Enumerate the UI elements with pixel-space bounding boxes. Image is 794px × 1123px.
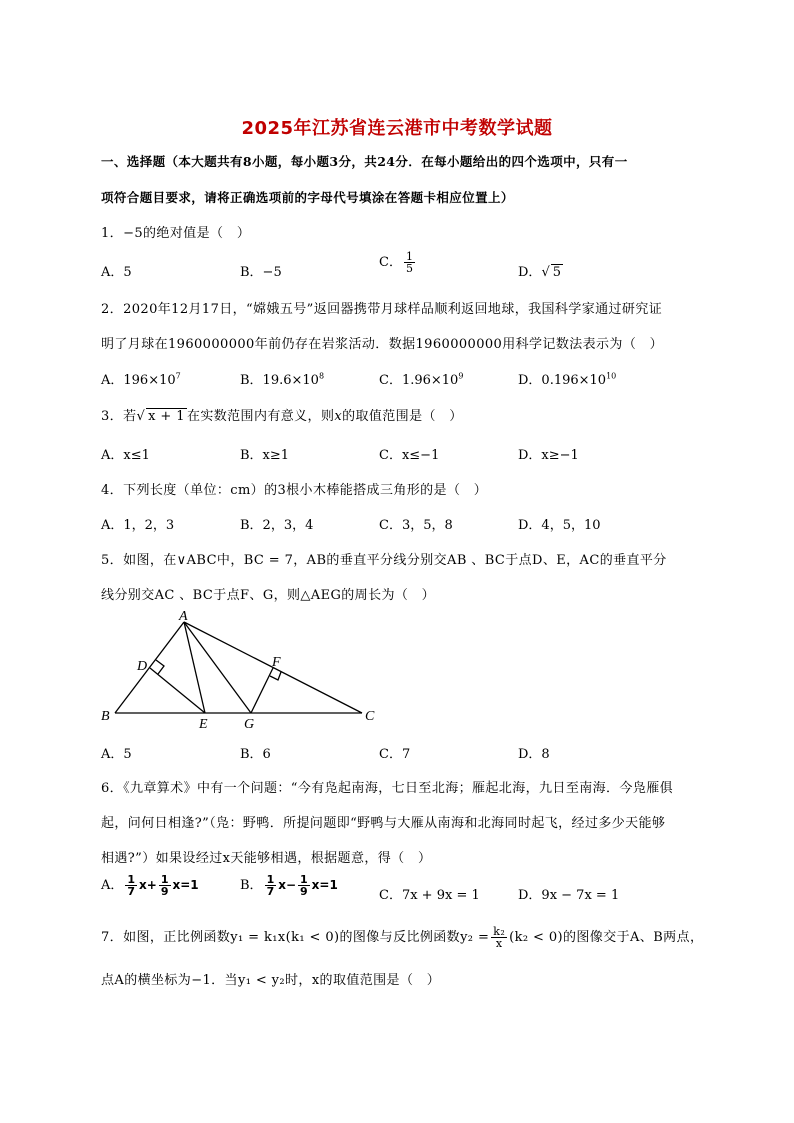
label-f: F <box>272 655 281 670</box>
q3-var: x <box>334 409 343 424</box>
q3-option-c: C．x≤−1 <box>379 448 440 463</box>
q3-option-b: B．x≥1 <box>240 448 290 463</box>
q5-option-d: D．8 <box>518 747 550 762</box>
q6-b-end: x=1 <box>311 878 338 892</box>
q3-option-d: D．x≥−1 <box>518 448 579 463</box>
q6-option-c: C．7x + 9x = 1 <box>379 888 480 903</box>
section-heading: 一、选择题（本大题共有8小题，每小题3分，共24分．在每小题给出的四个选项中，只有一 <box>101 154 628 169</box>
q2-option-a-exp: 7 <box>175 371 181 381</box>
q5-option-b: B．6 <box>240 747 271 762</box>
q6-option-d: D．9x − 7x = 1 <box>518 888 620 903</box>
label-g: G <box>244 717 255 732</box>
q2-option-d-exp: 10 <box>606 371 617 381</box>
q6-a-frac-9-den: 9 <box>160 885 169 898</box>
right-angle-d <box>156 660 164 674</box>
question-5-line2: 线分别交AC 、BC于点F、G，则△AEG的周长为（ ） <box>101 588 436 603</box>
q2-option-c-base: C．1.96×10 <box>379 373 459 388</box>
label-b: B <box>101 709 110 724</box>
right-angle-f <box>270 672 281 680</box>
label-c: C <box>365 709 375 724</box>
q1-fraction-den: 5 <box>405 262 413 275</box>
q5-option-a: A．5 <box>101 747 132 762</box>
q6-a-end: x=1 <box>172 878 199 892</box>
q1-option-c-label: C． <box>379 255 402 270</box>
question-7-line2: 点A的横坐标为−1．当y₁ < y₂时，x的取值范围是（ ） <box>101 973 441 988</box>
q1-fraction-num: 1 <box>405 250 413 263</box>
label-d: D <box>137 659 148 674</box>
q1-option-c <box>379 251 417 274</box>
q6-a-frac-7-den: 7 <box>127 885 136 898</box>
question-3-stem: 3．若√ x + 1 在实数范围内有意义，则x的取值范围是（ ） <box>101 409 463 424</box>
triangle-figure <box>95 608 395 738</box>
question-7-line1 <box>101 926 703 949</box>
q6-a-frac-9 <box>159 874 171 897</box>
q2-option-d <box>518 369 616 388</box>
q6-b-frac-7 <box>265 874 277 897</box>
question-1-stem: 1．−5的绝对值是（ ） <box>101 226 251 241</box>
q3-option-a: A．x≤1 <box>101 448 150 463</box>
q1-option-d: D．√ 5 <box>518 265 562 280</box>
segment-ab <box>115 622 184 713</box>
q2-option-d-base: D．0.196×10 <box>518 373 607 388</box>
q1-option-b: B．−5 <box>240 265 282 280</box>
question-6-line2: 起，问何日相逢?”（凫：野鸭．所提问题即“野鸭与大雁从南海和北海同时起飞，经过多少天能够 <box>101 816 666 831</box>
q3-post: 在实数范围内有意义，则 <box>186 409 335 424</box>
q3-pre: 3．若 <box>101 409 137 424</box>
q7-fraction-den: x <box>495 937 503 950</box>
q7-line1-pre: 7．如图，正比例函数y₁ = k₁x(k₁ < 0)的图像与反比例函数y₂ = <box>101 930 490 945</box>
label-a: A <box>179 609 188 624</box>
q6-option-b <box>240 874 338 897</box>
q1-radicand: 5 <box>552 265 562 280</box>
q4-option-b: B．2，3，4 <box>240 518 314 533</box>
q6-a-frac-7-num: 1 <box>127 873 136 886</box>
q2-option-c <box>379 369 463 388</box>
question-6-line3: 相遇?”）如果设经过x天能够相遇，根据题意，得（ ） <box>101 851 432 866</box>
q6-b-rest: x− <box>278 878 297 892</box>
q6-b-frac-9-num: 1 <box>300 873 308 886</box>
q1-option-d-label: D． <box>518 265 542 280</box>
section-heading-cont: 项符合题目要求，请将正确选项前的字母代号填涂在答题卡相应位置上） <box>101 190 514 205</box>
q4-option-c: C．3，5，8 <box>379 518 453 533</box>
q6-a-rest: x+ <box>139 878 157 892</box>
q1-option-a: A．5 <box>101 265 132 280</box>
q2-option-a <box>101 369 181 388</box>
question-2-line1: 2．2020年12月17日，“嫦娥五号”返回器携带月球样品顺利返回地球，我国科学家通过研究证 <box>101 302 663 317</box>
question-5-line1: 5．如图，在∨ABC中，BC = 7，AB的垂直平分线分别交AB 、BC于点D、E，AC的垂直平分 <box>101 553 667 568</box>
q5-option-c: C．7 <box>379 747 411 762</box>
q3-post2: 的取值范围是（ ） <box>342 409 463 424</box>
q6-option-a-label: A． <box>101 878 124 893</box>
q2-option-b-exp: 8 <box>318 371 325 381</box>
q6-a-frac-9-num: 1 <box>160 873 169 886</box>
q6-a-frac-7 <box>125 874 137 897</box>
question-2-line2: 明了月球在1960000000年前仍存在岩浆活动．数据1960000000用科学记数法表示为（ ） <box>101 337 664 352</box>
q1-fraction <box>404 251 415 274</box>
label-e: E <box>199 717 208 732</box>
q7-fraction-num: k₂ <box>493 925 506 938</box>
q4-option-d: D．4，5，10 <box>518 518 601 533</box>
q2-option-a-base: A．196×10 <box>101 373 176 388</box>
q2-option-b <box>240 369 324 388</box>
q2-option-c-exp: 9 <box>458 371 464 381</box>
q2-option-b-base: B．19.6×10 <box>240 373 319 388</box>
question-4-stem: 4．下列长度（单位：cm）的3根小木棒能搭成三角形的是（ ） <box>101 483 488 498</box>
q6-option-a <box>101 874 199 897</box>
q6-option-b-label: B． <box>240 878 263 893</box>
q7-fraction <box>491 926 507 949</box>
page-title: 2025年江苏省连云港市中考数学试题 <box>241 118 553 139</box>
q6-b-frac-9-den: 9 <box>300 885 308 898</box>
q7-line1-post: (k₂ < 0)的图像交于A、B两点， <box>509 930 704 945</box>
question-6-line1: 6．《九章算术》中有一个问题：“今有凫起南海，七日至北海；雁起北海，九日至南海．今凫雁俱 <box>101 781 674 796</box>
q6-b-frac-9 <box>298 874 310 897</box>
q3-radicand: x + 1 <box>148 409 185 424</box>
q6-b-frac-7-num: 1 <box>266 873 275 886</box>
q6-b-frac-7-den: 7 <box>266 885 275 898</box>
q4-option-a: A．1，2，3 <box>101 518 175 533</box>
segment-fg <box>251 668 273 713</box>
